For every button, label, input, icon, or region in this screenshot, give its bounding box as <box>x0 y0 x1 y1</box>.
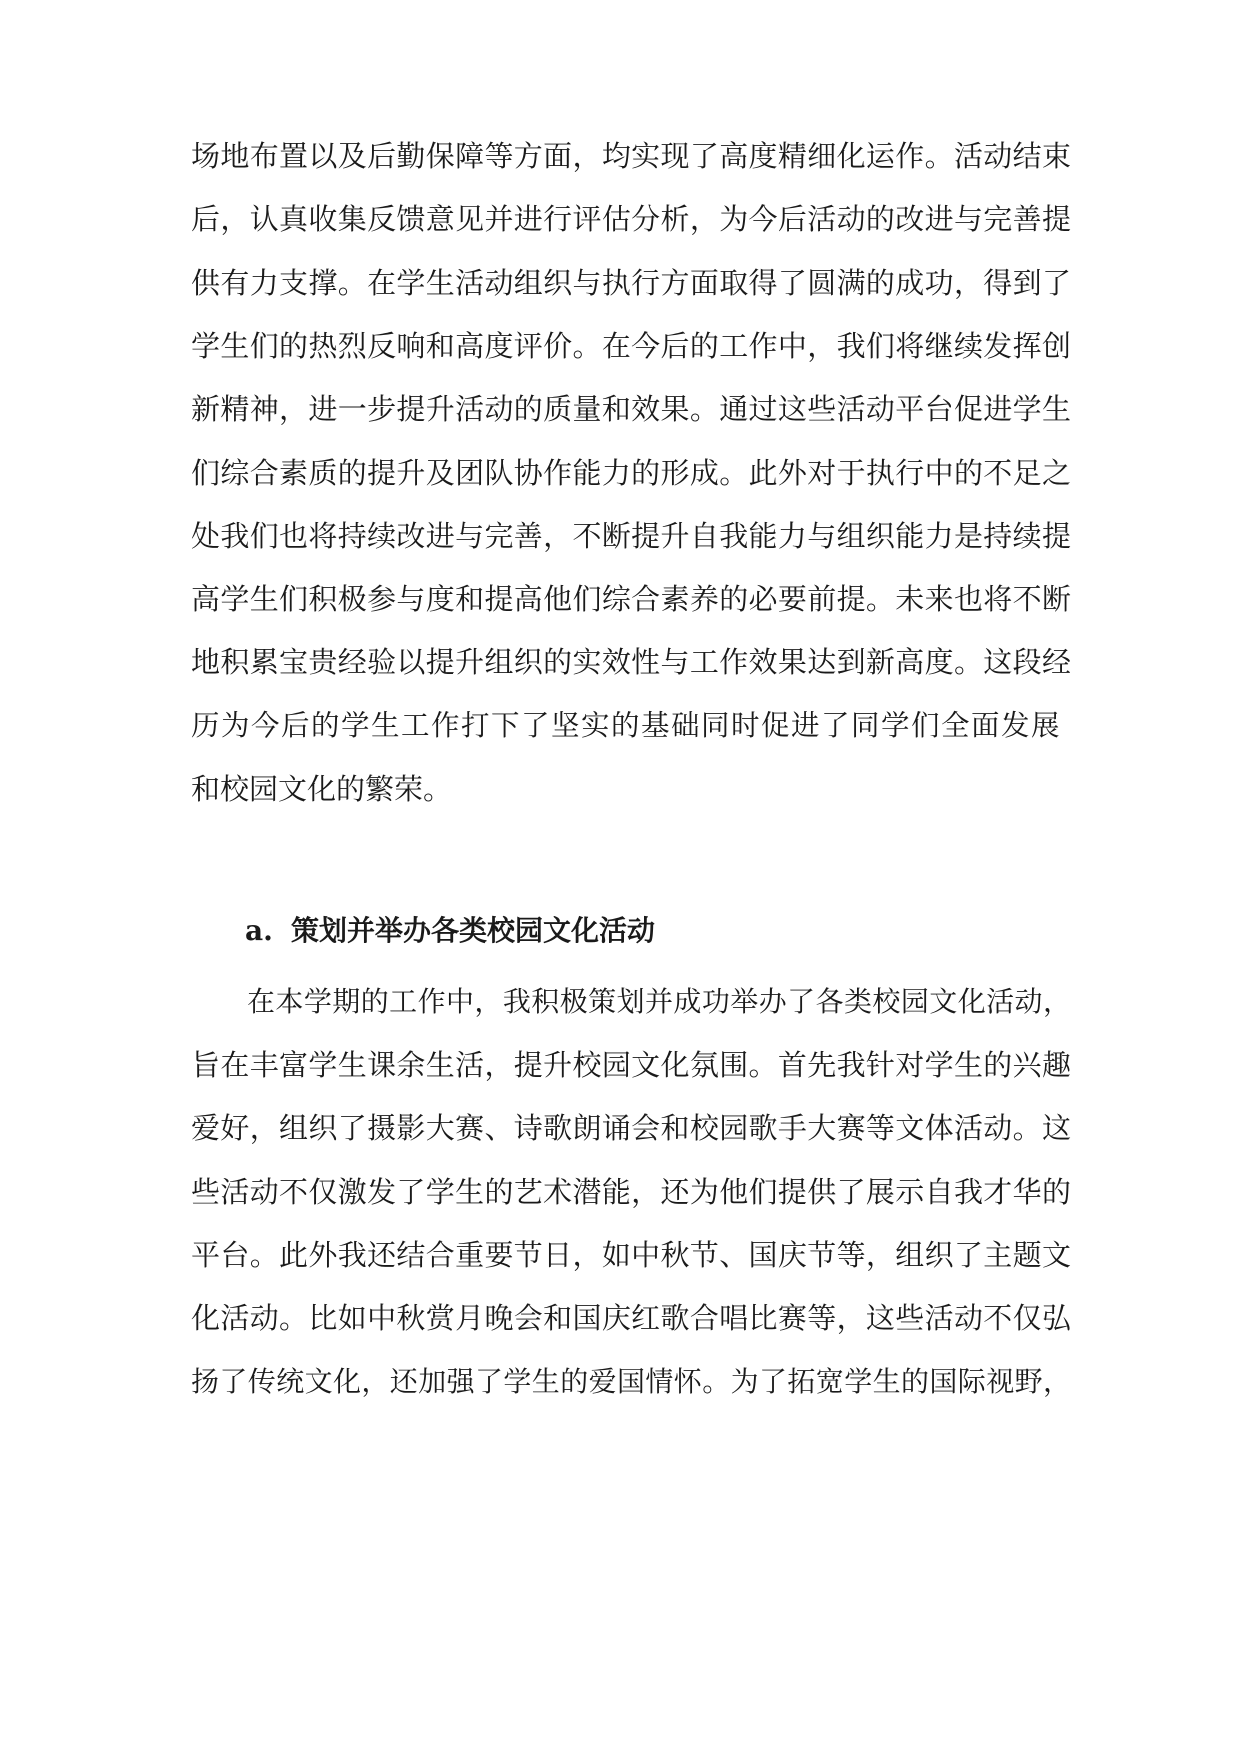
paragraph-line: 后，认真收集反馈意见并进行评估分析，为今后活动的改进与完善提 <box>191 202 1071 236</box>
paragraph-line: 化活动。比如中秋赏月晚会和国庆红歌合唱比赛等，这些活动不仅弘 <box>191 1301 1071 1335</box>
paragraph-line: 爱好，组织了摄影大赛、诗歌朗诵会和校园歌手大赛等文体活动。这 <box>191 1111 1071 1145</box>
paragraph-line: 场地布置以及后勤保障等方面，均实现了高度精细化运作。活动结束 <box>191 139 1071 173</box>
paragraph-line: 些活动不仅激发了学生的艺术潜能，还为他们提供了展示自我才华的 <box>191 1175 1071 1209</box>
paragraph-line: 平台。此外我还结合重要节日，如中秋节、国庆节等，组织了主题文 <box>191 1238 1071 1272</box>
paragraph-line: 供有力支撑。在学生活动组织与执行方面取得了圆满的成功，得到了 <box>191 266 1071 300</box>
section-heading <box>245 911 655 951</box>
paragraph-line: 在本学期的工作中，我积极策划并成功举办了各类校园文化活动， <box>247 985 1071 1018</box>
paragraph-line: 们综合素质的提升及团队协作能力的形成。此外对于执行中的不足之 <box>191 456 1071 490</box>
paragraph-line: 扬了传统文化，还加强了学生的爱国情怀。为了拓宽学生的国际视野， <box>191 1365 1071 1398</box>
paragraph-line: 高学生们积极参与度和提高他们综合素养的必要前提。未来也将不断 <box>191 582 1071 616</box>
paragraph-line: 旨在丰富学生课余生活，提升校园文化氛围。首先我针对学生的兴趣 <box>191 1048 1071 1082</box>
paragraph-line: 学生们的热烈反响和高度评价。在今后的工作中，我们将继续发挥创 <box>191 329 1071 363</box>
paragraph-line: 和校园文化的繁荣。 <box>191 772 453 806</box>
paragraph-line: 历为今后的学生工作打下了坚实的基础同时促进了同学们全面发展 <box>191 709 1062 742</box>
paragraph-line: 地积累宝贵经验以提升组织的实效性与工作效果达到新高度。这段经 <box>191 645 1071 679</box>
heading-marker: a. <box>245 914 273 947</box>
paragraph-line: 新精神，进一步提升活动的质量和效果。通过这些活动平台促进学生 <box>191 392 1071 426</box>
paragraph-line: 处我们也将持续改进与完善，不断提升自我能力与组织能力是持续提 <box>191 519 1071 553</box>
heading-title: 策划并举办各类校园文化活动 <box>291 914 656 947</box>
